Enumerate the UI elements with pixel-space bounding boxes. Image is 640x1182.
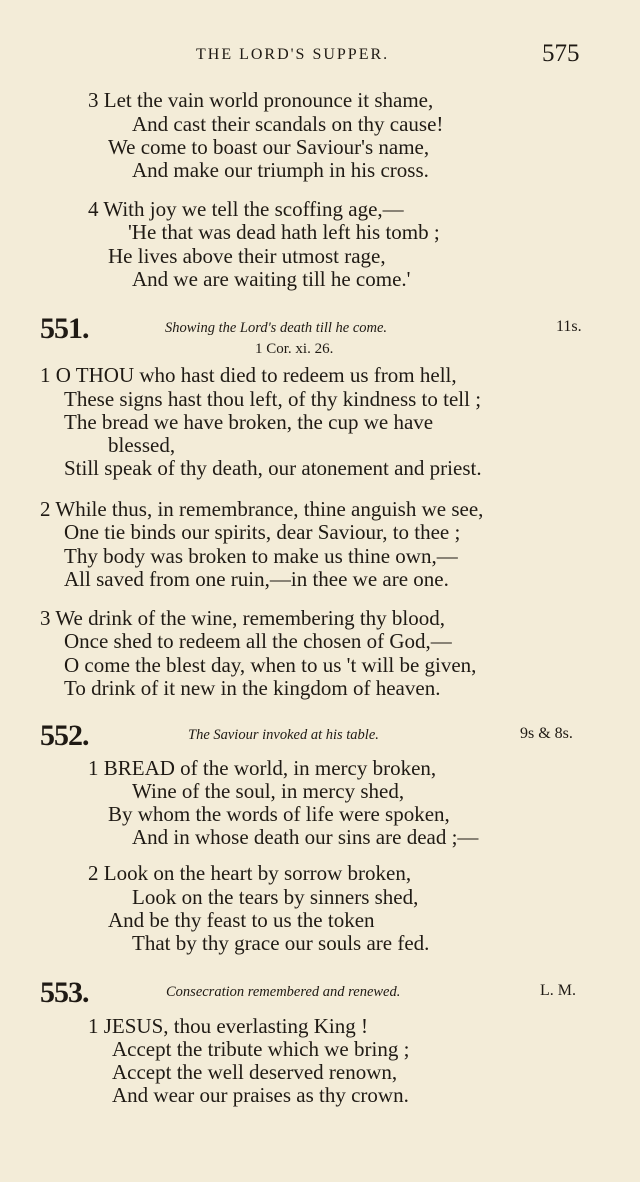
verse-line: And make our triumph in his cross. [132, 158, 429, 182]
verse-line: 4 With joy we tell the scoffing age,— [88, 197, 404, 221]
verse-line: Look on the tears by sinners shed, [132, 885, 419, 909]
page-number: 575 [542, 40, 580, 67]
verse-line: Accept the tribute which we bring ; [112, 1037, 410, 1061]
verse-line: And be thy feast to us the token [108, 908, 375, 932]
verse-line: 2 While thus, in remembrance, thine anguish we see, [40, 497, 484, 521]
hymn-meter: 9s & 8s. [520, 725, 573, 742]
verse-line: We come to boast our Saviour's name, [108, 135, 430, 159]
verse-line: And cast their scandals on thy cause! [132, 112, 444, 136]
verse-line: Accept the well deserved renown, [112, 1060, 398, 1084]
hymn-meter: 11s. [556, 318, 582, 335]
verse-line: He lives above their utmost rage, [108, 244, 386, 268]
hymn-meter: L. M. [540, 982, 576, 999]
verse-line: 1 O THOU who hast died to redeem us from hell, [40, 363, 457, 387]
hymn-number: 553. [40, 976, 89, 1009]
verse-line: Thy body was broken to make us thine own,— [64, 544, 458, 568]
verse-line: And in whose death our sins are dead ;— [132, 825, 479, 849]
verse-line: O come the blest day, when to us 't will be given, [64, 653, 477, 677]
running-header: THE LORD'S SUPPER. [196, 46, 390, 63]
verse-line: And we are waiting till he come.' [132, 267, 411, 291]
hymn-title: Consecration remembered and renewed. [166, 984, 401, 1000]
verse-line: Still speak of thy death, our atonement and priest. [64, 456, 482, 480]
scripture-reference: 1 Cor. xi. 26. [255, 341, 334, 357]
verse-line: To drink of it new in the kingdom of heaven. [64, 676, 441, 700]
verse-line: One tie binds our spirits, dear Saviour, to thee ; [64, 520, 461, 544]
verse-line: All saved from one ruin,—in thee we are one. [64, 567, 449, 591]
verse-line: These signs hast thou left, of thy kindness to tell ; [64, 387, 482, 411]
verse-line: blessed, [108, 433, 176, 457]
verse-line: By whom the words of life were spoken, [108, 802, 450, 826]
verse-line: That by thy grace our souls are fed. [132, 931, 430, 955]
verse-line: And wear our praises as thy crown. [112, 1083, 409, 1107]
verse-line: 2 Look on the heart by sorrow broken, [88, 861, 412, 885]
verse-line: Wine of the soul, in mercy shed, [132, 779, 405, 803]
verse-line: 1 JESUS, thou everlasting King ! [88, 1014, 368, 1038]
hymn-title: The Saviour invoked at his table. [188, 727, 379, 743]
hymn-number: 551. [40, 312, 89, 345]
verse-line: 3 Let the vain world pronounce it shame, [88, 88, 434, 112]
verse-line: 'He that was dead hath left his tomb ; [128, 220, 440, 244]
hymn-number: 552. [40, 719, 89, 752]
hymn-title: Showing the Lord's death till he come. [165, 320, 388, 336]
verse-line: 3 We drink of the wine, remembering thy blood, [40, 606, 445, 630]
verse-line: Once shed to redeem all the chosen of God,— [64, 629, 452, 653]
verse-line: The bread we have broken, the cup we have [64, 410, 434, 434]
verse-line: 1 BREAD of the world, in mercy broken, [88, 756, 437, 780]
